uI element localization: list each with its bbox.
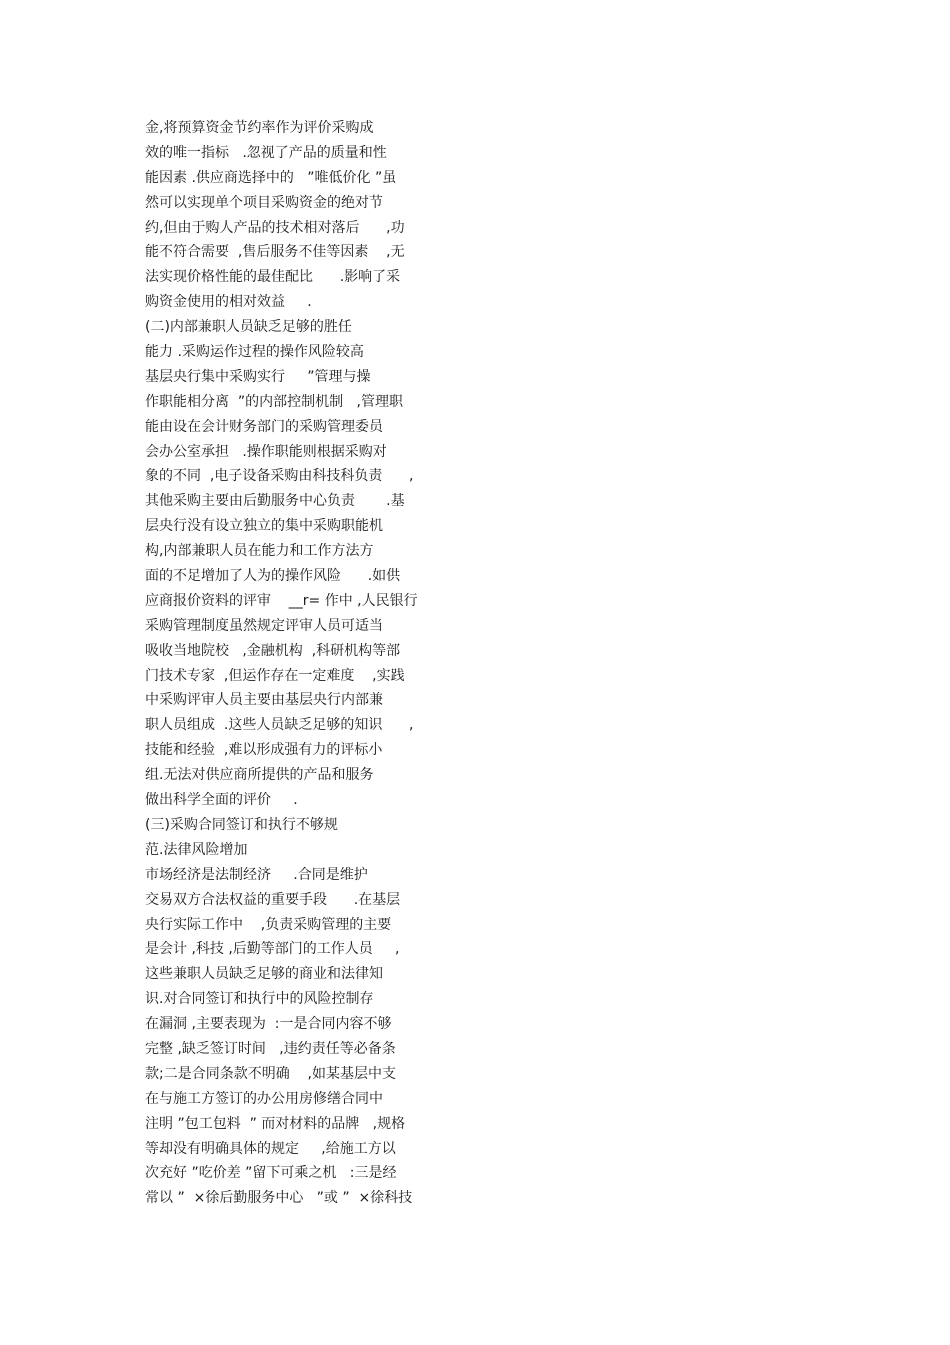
text-line: 应商报价资料的评审 __r= 作中 ,人民银行 bbox=[145, 592, 418, 609]
text-line: 象的不同 ,电子设备采购由科技科负责 , bbox=[145, 468, 414, 485]
text-line: 面的不足增加了人为的操作风险 .如供 bbox=[145, 568, 401, 585]
text-line: 吸收当地院校 ,金融机构 ,科研机构等部 bbox=[145, 642, 401, 659]
section-heading-line: (三)采购合同签订和执行不够规 bbox=[145, 816, 338, 833]
text-line: 构,内部兼职人员在能力和工作方法方 bbox=[145, 543, 374, 560]
text-line: 在漏洞 ,主要表现为 :一是合同内容不够 bbox=[145, 1016, 392, 1033]
text-line: 组.无法对供应商所提供的产品和服务 bbox=[145, 767, 374, 784]
text-line: 注明 ”包工包料 ” 而对材料的品牌 ,规格 bbox=[145, 1115, 406, 1132]
text-line: 次充好 ”吃价差 ”留下可乘之机 :三是经 bbox=[145, 1165, 397, 1182]
text-line: 做出科学全面的评价 . bbox=[145, 792, 298, 809]
text-line: 市场经济是法制经济 .合同是维护 bbox=[145, 866, 368, 883]
text-line: 在与施工方签订的办公用房修缮合同中 bbox=[145, 1090, 383, 1107]
section-heading-line: 能力 .采购运作过程的操作风险较高 bbox=[145, 344, 364, 361]
text-line: 门技术专家 ,但运作存在一定难度 ,实践 bbox=[145, 667, 405, 684]
text-line: 能因素 .供应商选择中的 ”唯低价化 ”虽 bbox=[145, 169, 397, 186]
text-line: 职人员组成 .这些人员缺乏足够的知识 , bbox=[145, 717, 414, 734]
text-line: 会办公室承担 .操作职能则根据采购对 bbox=[145, 443, 387, 460]
text-line: 是会计 ,科技 ,后勤等部门的工作人员 , bbox=[145, 941, 400, 958]
text-line: 等却没有明确具体的规定 ,给施工方以 bbox=[145, 1140, 396, 1157]
text-line: 金,将预算资金节约率作为评价采购成 bbox=[145, 120, 374, 136]
section-heading-line: 范.法律风险增加 bbox=[145, 841, 248, 858]
text-line: 采购管理制度虽然规定评审人员可适当 bbox=[145, 617, 383, 634]
text-line: 能由设在会计财务部门的采购管理委员 bbox=[145, 418, 383, 435]
body-text-column bbox=[145, 116, 445, 1211]
text-line: 完整 ,缺乏签订时间 ,违约责任等必备条 bbox=[145, 1040, 396, 1057]
text-line: 其他采购主要由后勤服务中心负责 .基 bbox=[145, 493, 405, 510]
text-line: 效的唯一指标 .忽视了产品的质量和性 bbox=[145, 144, 387, 161]
text-line: 层央行没有设立独立的集中采购职能机 bbox=[145, 518, 383, 535]
text-line: 这些兼职人员缺乏足够的商业和法律知 bbox=[145, 966, 383, 983]
text-line: 常以 ” ×徐后勤服务中心 ”或 ” ×徐科技 bbox=[145, 1190, 413, 1207]
text-line: 法实现价格性能的最佳配比 .影响了采 bbox=[145, 269, 401, 286]
text-line: 能不符合需要 ,售后服务不佳等因素 ,无 bbox=[145, 244, 405, 261]
text-line: 约,但由于购人产品的技术相对落后 ,功 bbox=[145, 219, 405, 236]
text-line: 央行实际工作中 ,负责采购管理的主要 bbox=[145, 916, 392, 933]
text-line: 交易双方合法权益的重要手段 .在基层 bbox=[145, 891, 401, 908]
text-line: 作职能相分离 ”的内部控制机制 ,管理职 bbox=[145, 393, 403, 410]
text-line: 技能和经验 ,难以形成强有力的评标小 bbox=[145, 742, 383, 759]
section-heading-line: (二)内部兼职人员缺乏足够的胜任 bbox=[145, 319, 352, 336]
text-line: 识.对合同签订和执行中的风险控制存 bbox=[145, 991, 374, 1008]
text-line: 基层央行集中采购实行 ”管理与操 bbox=[145, 368, 371, 385]
text-line: 然可以实现单个项目采购资金的绝对节 bbox=[145, 194, 383, 211]
text-line: 款;二是合同条款不明确 ,如某基层中支 bbox=[145, 1065, 396, 1082]
text-line: 中采购评审人员主要由基层央行内部兼 bbox=[145, 692, 383, 709]
text-line: 购资金使用的相对效益 . bbox=[145, 294, 312, 311]
